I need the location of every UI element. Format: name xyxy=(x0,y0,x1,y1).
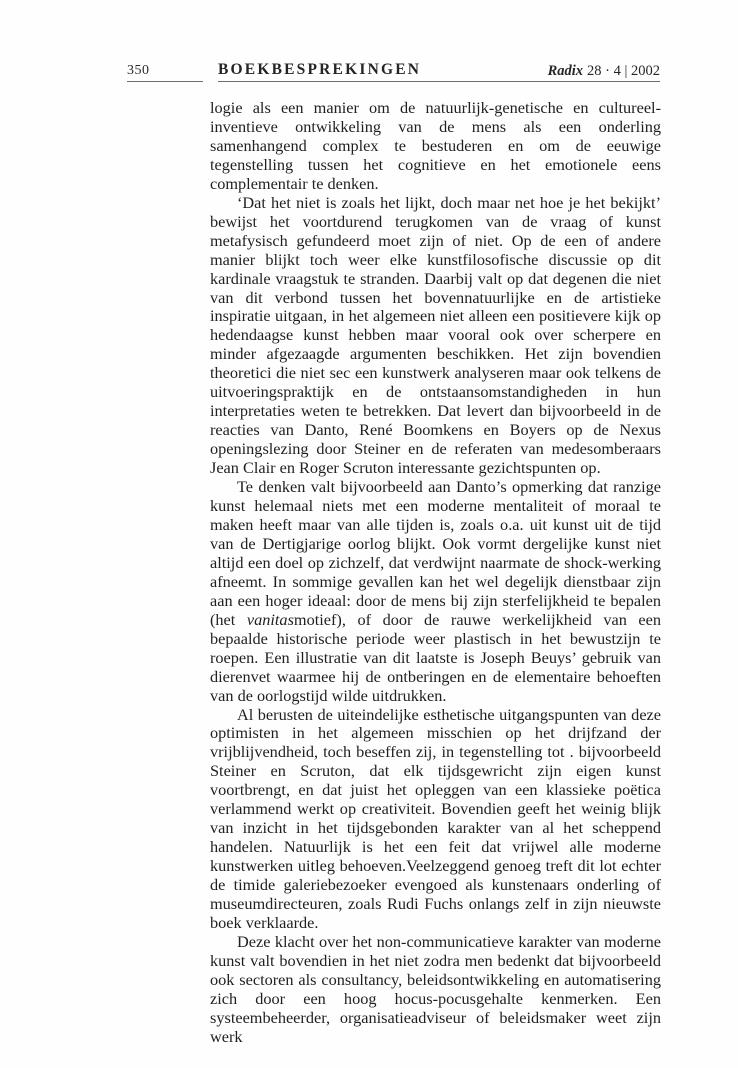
body-paragraph xyxy=(210,194,661,478)
text-run: logie als een manier om de natuurlijk-genetische en cultureel-inventieve ontwikkeling van de mens als een onderling samenhangend complex te bestuderen en om de eeuwige tegenstelling tussen het cognitieve en het emotionele eens complementair te denken. xyxy=(210,98,661,193)
running-header xyxy=(0,61,738,83)
body-paragraph xyxy=(210,706,661,933)
body-paragraph xyxy=(210,99,661,194)
page-number: 350 xyxy=(127,63,150,78)
section-title: BOEKBESPREKINGEN xyxy=(218,61,422,78)
body-paragraph xyxy=(210,933,661,1047)
text-run: ‘Dat het niet is zoals het lijkt, doch maar net hoe je het bekijkt’ bewijst het voortdurend terugkomen van de vraag of kunst metafysisch gefundeerd moet zijn of niet. Op de een of andere manier blijkt toch weer elke kunstfilosofische discussie op dit kardinale vraagstuk te stranden. Daarbij valt op dat degenen die niet van dit verbond tussen het bovennatuurlijke en de artistieke inspiratie uitgaan, in het algemeen niet alleen een positievere kijk op hedendaagse kunst hebben maar vooral ook over scherpere en minder afgezaagde argumenten beschikken. Het zijn bovendien theoretici die niet sec een kunstwerk analyseren maar ook telkens de uitvoeringspraktijk en de ontstaansomstandigheden in hun interpretaties weten te betrekken. Dat levert dan bijvoorbeeld in de reacties van Danto, René Boomkens en Boyers op de Nexus openingslezing door Steiner en de referaten van medesomberaars Jean Clair en Roger Scruton interessante gezichtspunten op. xyxy=(210,192,661,478)
journal-name: Radix xyxy=(547,63,584,79)
header-rule-main xyxy=(218,81,660,82)
italic-text-run: vanitas xyxy=(246,609,294,629)
journal-reference xyxy=(548,63,660,80)
text-run: Al berusten de uiteindelijke esthetische uitgangspunten van deze optimisten in het algemeen misschien op het drijfzand der vrijblijvendheid, toch beseffen zij, in tegenstelling tot . bijvoorbeeld Steiner en Scruton, dat elk tijdsgewricht zijn eigen kunst voortbrengt, en dat juist het opleggen van een klassieke poëtica verlammend werkt op creativiteit. Bovendien geeft het weinig blijk van inzicht in het tijdsgebonden karakter van al het scheppend handelen. Natuurlijk is het een feit dat vrijwel alle moderne kunstwerken uitleg behoeven.Veelzeggend genoeg treft dit lot echter de timide galeriebezoeker evengoed als kunstenaars onderling of museumdirecteuren, zoals Rudi Fuchs onlangs zelf in zijn nieuwste boek verklaarde. xyxy=(210,704,661,932)
text-run: motief), of door de rauwe werkelijkheid van een bepaalde historische periode weer plastisch in het bewustzijn te roepen. Een illustratie van dit laatste is Joseph Beuys’ gebruik van dierenvet waarmee hij de ontberingen en de elementaire behoeften van de oorlogstijd wilde uitdrukken. xyxy=(210,609,661,705)
header-rule-left xyxy=(127,81,203,82)
text-run: Te denken valt bijvoorbeeld aan Danto’s opmerking dat ranzige kunst helemaal niets met een moderne mentaliteit of moraal te maken heeft maar van alle tijden is, zoals o.a. uit kunst uit de tijd van de Dertigjarige oorlog blijkt. Ook vormt dergelijke kunst niet altijd een doel op zichzelf, dat verdwijnt naarmate de shock-werking afneemt. In sommige gevallen kan het wel degelijk dienstbaar zijn aan een hoger ideaal: door de mens bij zijn sterfelijkheid te bepalen (het xyxy=(210,477,661,629)
body-text-block xyxy=(210,99,661,1047)
body-paragraph xyxy=(210,478,661,705)
journal-issue-info: 28 · 4 | 2002 xyxy=(587,63,660,79)
text-run: Deze klacht over het non-communicatieve karakter van moderne kunst valt bovendien in het niet zodra men bedenkt dat bijvoorbeeld ook sectoren als consultancy, beleidsontwikkeling en automatisering zich door een hoog hocus-pocusgehalte kenmerken. Een systeembeheerder, organisatieadviseur of beleidsmaker weet zijn werk xyxy=(210,931,661,1046)
